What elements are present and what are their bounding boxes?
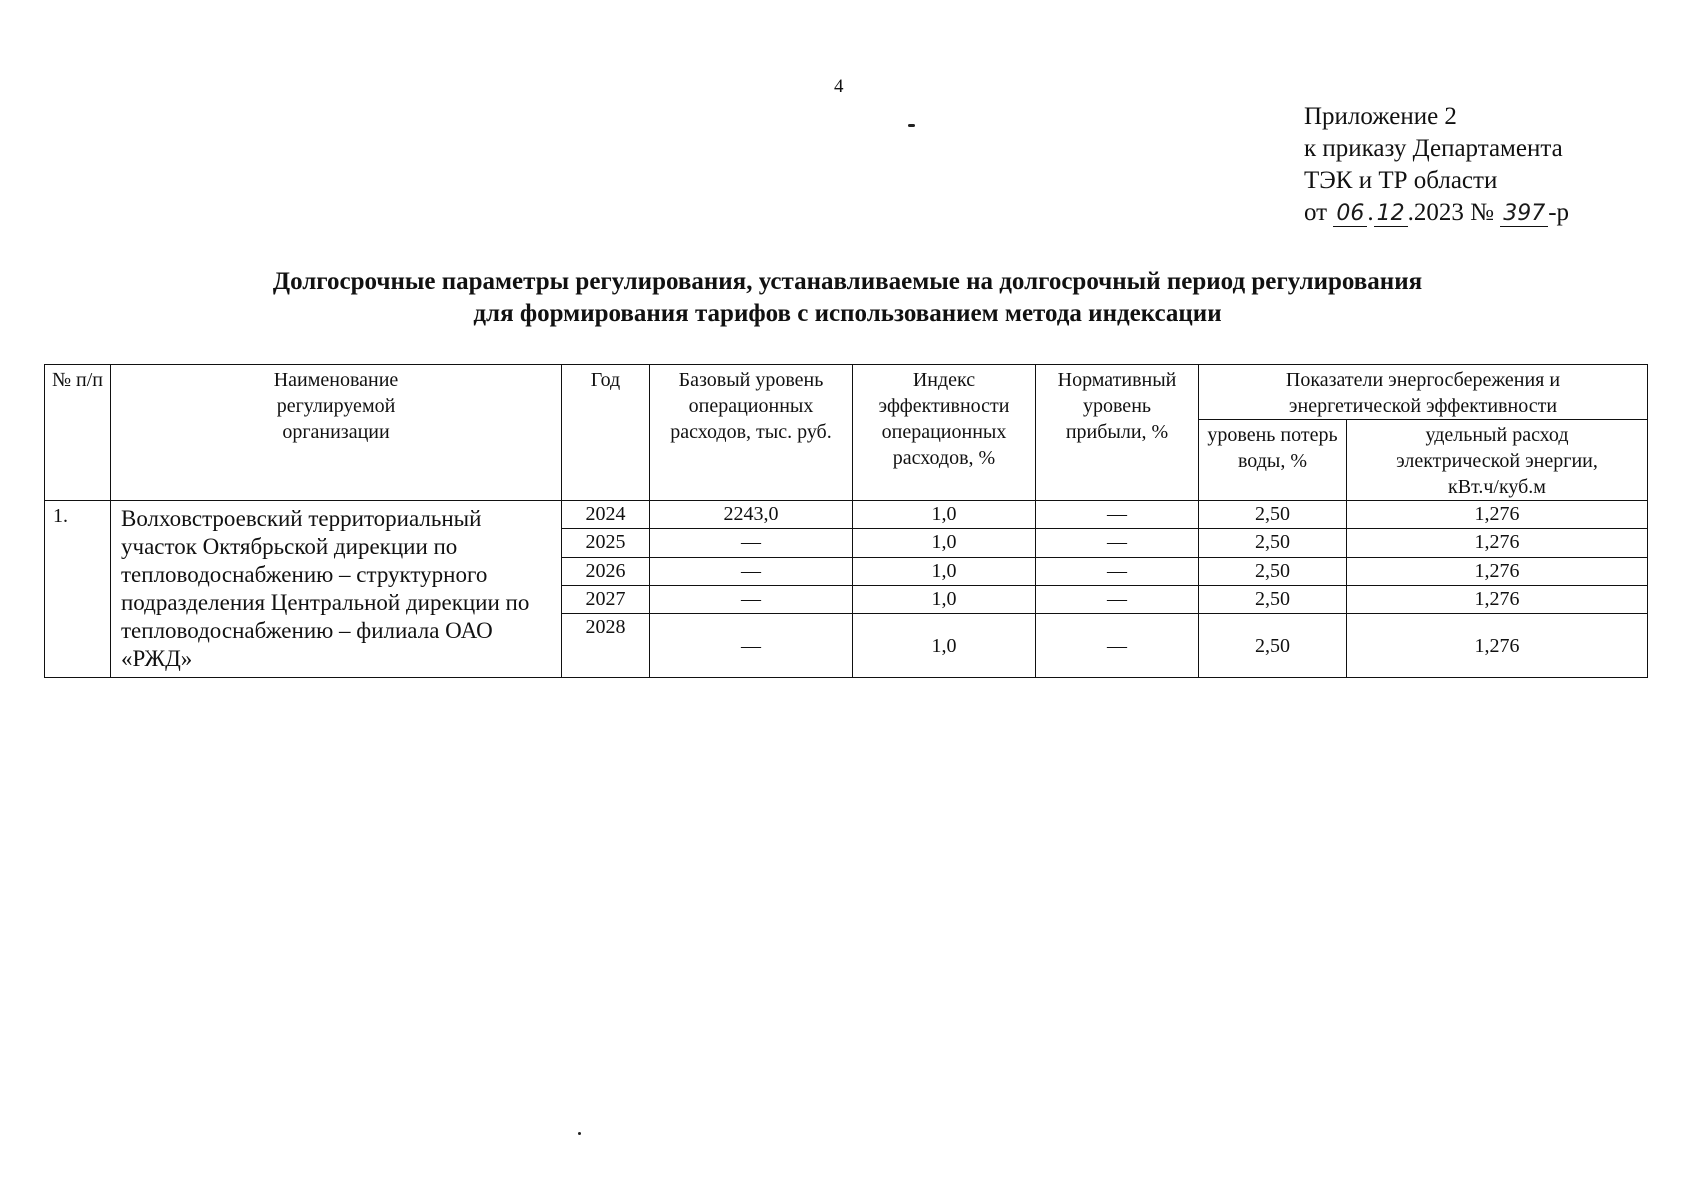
cell-electricity: 1,276 xyxy=(1347,614,1648,678)
title-line-2: для формирования тарифов с использованием метода индексации xyxy=(473,300,1222,327)
cell-efficiency-index: 1,0 xyxy=(853,557,1036,585)
table-row xyxy=(45,501,1648,529)
cell-base-cost: — xyxy=(650,585,853,613)
cell-profit-level: — xyxy=(1036,614,1199,678)
cell-profit-level: — xyxy=(1036,529,1199,557)
cell-electricity: 1,276 xyxy=(1347,501,1648,529)
header-electricity: удельный расход электрической энергии, кВт.ч/куб.м xyxy=(1347,420,1648,501)
cell-year: 2027 xyxy=(562,585,650,613)
document-title xyxy=(40,266,1655,330)
cell-electricity: 1,276 xyxy=(1347,557,1648,585)
scan-speck xyxy=(908,124,915,127)
cell-base-cost: — xyxy=(650,614,853,678)
date-separator: . xyxy=(1367,199,1374,226)
header-year: Год xyxy=(562,365,650,501)
cell-base-cost: 2243,0 xyxy=(650,501,853,529)
header-water-loss: уровень потерь воды, % xyxy=(1199,420,1347,501)
order-suffix: -р xyxy=(1548,199,1570,226)
cell-electricity: 1,276 xyxy=(1347,529,1648,557)
scan-speck xyxy=(578,1132,581,1135)
appendix-date-line xyxy=(1304,197,1569,229)
cell-base-cost: — xyxy=(650,529,853,557)
appendix-block xyxy=(1304,101,1569,229)
date-day-handwritten: 06 xyxy=(1333,202,1367,227)
cell-year: 2028 xyxy=(562,614,650,678)
title-line-1: Долгосрочные параметры регулирования, устанавливаемые на долгосрочный период регулирования xyxy=(272,268,1423,295)
header-org: Наименование регулируемой организации xyxy=(111,365,562,501)
parameters-table xyxy=(44,364,1648,678)
cell-year: 2024 xyxy=(562,501,650,529)
cell-efficiency-index: 1,0 xyxy=(853,585,1036,613)
header-profit-level: Нормативный уровень прибыли, % xyxy=(1036,365,1199,501)
cell-year: 2025 xyxy=(562,529,650,557)
cell-water-loss: 2,50 xyxy=(1199,501,1347,529)
cell-profit-level: — xyxy=(1036,557,1199,585)
header-row-1 xyxy=(45,365,1648,420)
cell-efficiency-index: 1,0 xyxy=(853,529,1036,557)
cell-profit-level: — xyxy=(1036,501,1199,529)
cell-efficiency-index: 1,0 xyxy=(853,614,1036,678)
cell-base-cost: — xyxy=(650,557,853,585)
header-base-cost: Базовый уровень операционных расходов, тыс. руб. xyxy=(650,365,853,501)
cell-efficiency-index: 1,0 xyxy=(853,501,1036,529)
cell-profit-level: — xyxy=(1036,585,1199,613)
row-org-name: Волховстроевский территориальный участок Октябрьской дирекции по тепловодоснабжению – структурного подразделения Центральной дирекции по тепловодоснабжению – филиала ОАО «РЖД» xyxy=(111,501,562,678)
date-year: .2023 № xyxy=(1407,199,1494,226)
header-efficiency-index: Индекс эффективности операционных расходов, % xyxy=(853,365,1036,501)
header-energy-group: Показатели энергосбережения и энергетической эффективности xyxy=(1199,365,1648,420)
cell-electricity: 1,276 xyxy=(1347,585,1648,613)
order-number-handwritten: 397 xyxy=(1500,202,1548,227)
appendix-line-3: ТЭК и ТР области xyxy=(1304,167,1498,194)
date-prefix: от xyxy=(1304,199,1328,226)
row-num: 1. xyxy=(45,501,111,678)
appendix-line-2: к приказу Департамента xyxy=(1304,135,1563,162)
date-month-handwritten: 12 xyxy=(1374,202,1408,227)
header-num: № п/п xyxy=(45,365,111,501)
appendix-line-1: Приложение 2 xyxy=(1304,103,1457,130)
cell-year: 2026 xyxy=(562,557,650,585)
cell-water-loss: 2,50 xyxy=(1199,614,1347,678)
cell-water-loss: 2,50 xyxy=(1199,585,1347,613)
cell-water-loss: 2,50 xyxy=(1199,557,1347,585)
cell-water-loss: 2,50 xyxy=(1199,529,1347,557)
page-number: 4 xyxy=(834,76,844,97)
